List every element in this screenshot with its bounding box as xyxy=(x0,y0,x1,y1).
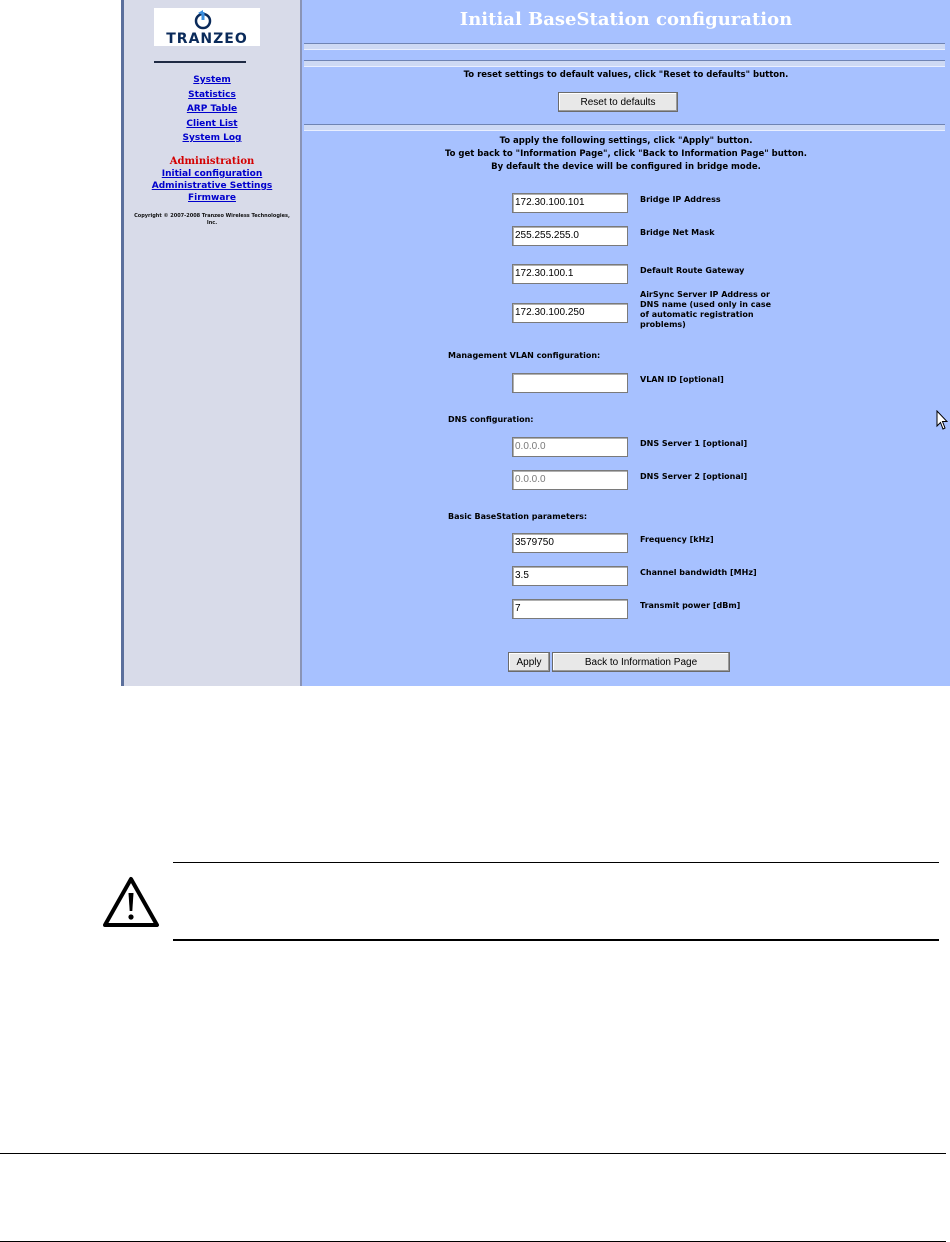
separator-bar xyxy=(304,124,945,131)
bridge-ip-label: Bridge IP Address xyxy=(640,195,721,204)
airsync-server-label: AirSync Server IP Address or DNS name (used only in case of automatic registration problems) xyxy=(640,290,772,329)
logo-divider xyxy=(154,61,246,63)
vlan-section-heading: Management VLAN configuration: xyxy=(448,351,601,360)
sidebar xyxy=(124,0,302,686)
mouse-cursor-icon xyxy=(936,410,948,432)
nav-firmware[interactable]: Firmware xyxy=(188,192,236,203)
dns-server-1-label: DNS Server 1 [optional] xyxy=(640,439,748,448)
separator-bar xyxy=(304,60,945,67)
netmask-input[interactable]: 255.255.255.0 xyxy=(512,226,628,246)
warning-triangle-icon xyxy=(102,876,160,928)
nav-system[interactable]: System xyxy=(193,75,231,85)
bridge-ip-input[interactable]: 172.30.100.101 xyxy=(512,193,628,213)
apply-instructions-2: To get back to "Information Page", click "Back to Information Page" button. xyxy=(444,149,808,159)
nav-statistics[interactable]: Statistics xyxy=(188,89,236,100)
channel-bandwidth-label: Channel bandwidth [MHz] xyxy=(640,568,757,577)
dns-server-2-input[interactable]: 0.0.0.0 xyxy=(512,470,628,490)
sidebar-nav xyxy=(124,73,300,204)
netmask-label: Bridge Net Mask xyxy=(640,228,715,237)
page-title: Initial BaseStation configuration xyxy=(459,9,793,30)
apply-instructions-3: By default the device will be configured in bridge mode. xyxy=(491,162,761,172)
gateway-label: Default Route Gateway xyxy=(640,266,745,275)
reset-instructions: To reset settings to default values, click "Reset to defaults" button. xyxy=(463,70,789,80)
dns-server-1-input[interactable]: 0.0.0.0 xyxy=(512,437,628,457)
channel-bandwidth-input[interactable]: 3.5 xyxy=(512,566,628,586)
vlan-id-input[interactable] xyxy=(512,373,628,393)
gateway-input[interactable]: 172.30.100.1 xyxy=(512,264,628,284)
nav-system-log[interactable]: System Log xyxy=(182,133,242,143)
dns-section-heading: DNS configuration: xyxy=(448,415,534,424)
main-content xyxy=(302,0,950,686)
back-to-information-page-button[interactable]: Back to Information Page xyxy=(552,652,730,672)
warning-rule-bottom xyxy=(173,939,939,941)
copyright: Copyright © 2007-2008 Tranzeo Wireless Technologies, Inc. xyxy=(134,213,290,226)
nav-arp-table[interactable]: ARP Table xyxy=(186,104,238,114)
nav-initial-configuration[interactable]: Initial configuration xyxy=(161,168,263,179)
admin-heading: Administration xyxy=(169,155,255,167)
nav-administrative-settings[interactable]: Administrative Settings xyxy=(151,180,273,191)
warning-rule-top xyxy=(173,862,939,863)
reset-to-defaults-button[interactable]: Reset to defaults xyxy=(558,92,678,112)
apply-button[interactable]: Apply xyxy=(508,652,550,672)
separator-bar xyxy=(304,43,945,50)
frequency-input[interactable]: 3579750 xyxy=(512,533,628,553)
transmit-power-label: Transmit power [dBm] xyxy=(640,601,741,610)
nav-client-list[interactable]: Client List xyxy=(186,118,238,129)
vlan-id-label: VLAN ID [optional] xyxy=(640,375,724,384)
logo-swirl-icon xyxy=(192,10,214,30)
transmit-power-input[interactable]: 7 xyxy=(512,599,628,619)
page-footer-rule-top xyxy=(0,1153,946,1154)
airsync-server-input[interactable]: 172.30.100.250 xyxy=(512,303,628,323)
logo-text: TRANZEO xyxy=(166,31,248,47)
tranzeo-logo xyxy=(154,8,260,46)
dns-server-2-label: DNS Server 2 [optional] xyxy=(640,472,748,481)
apply-instructions-1: To apply the following settings, click "Apply" button. xyxy=(499,136,753,146)
basic-params-section-heading: Basic BaseStation parameters: xyxy=(448,512,588,521)
frequency-label: Frequency [kHz] xyxy=(640,535,714,544)
